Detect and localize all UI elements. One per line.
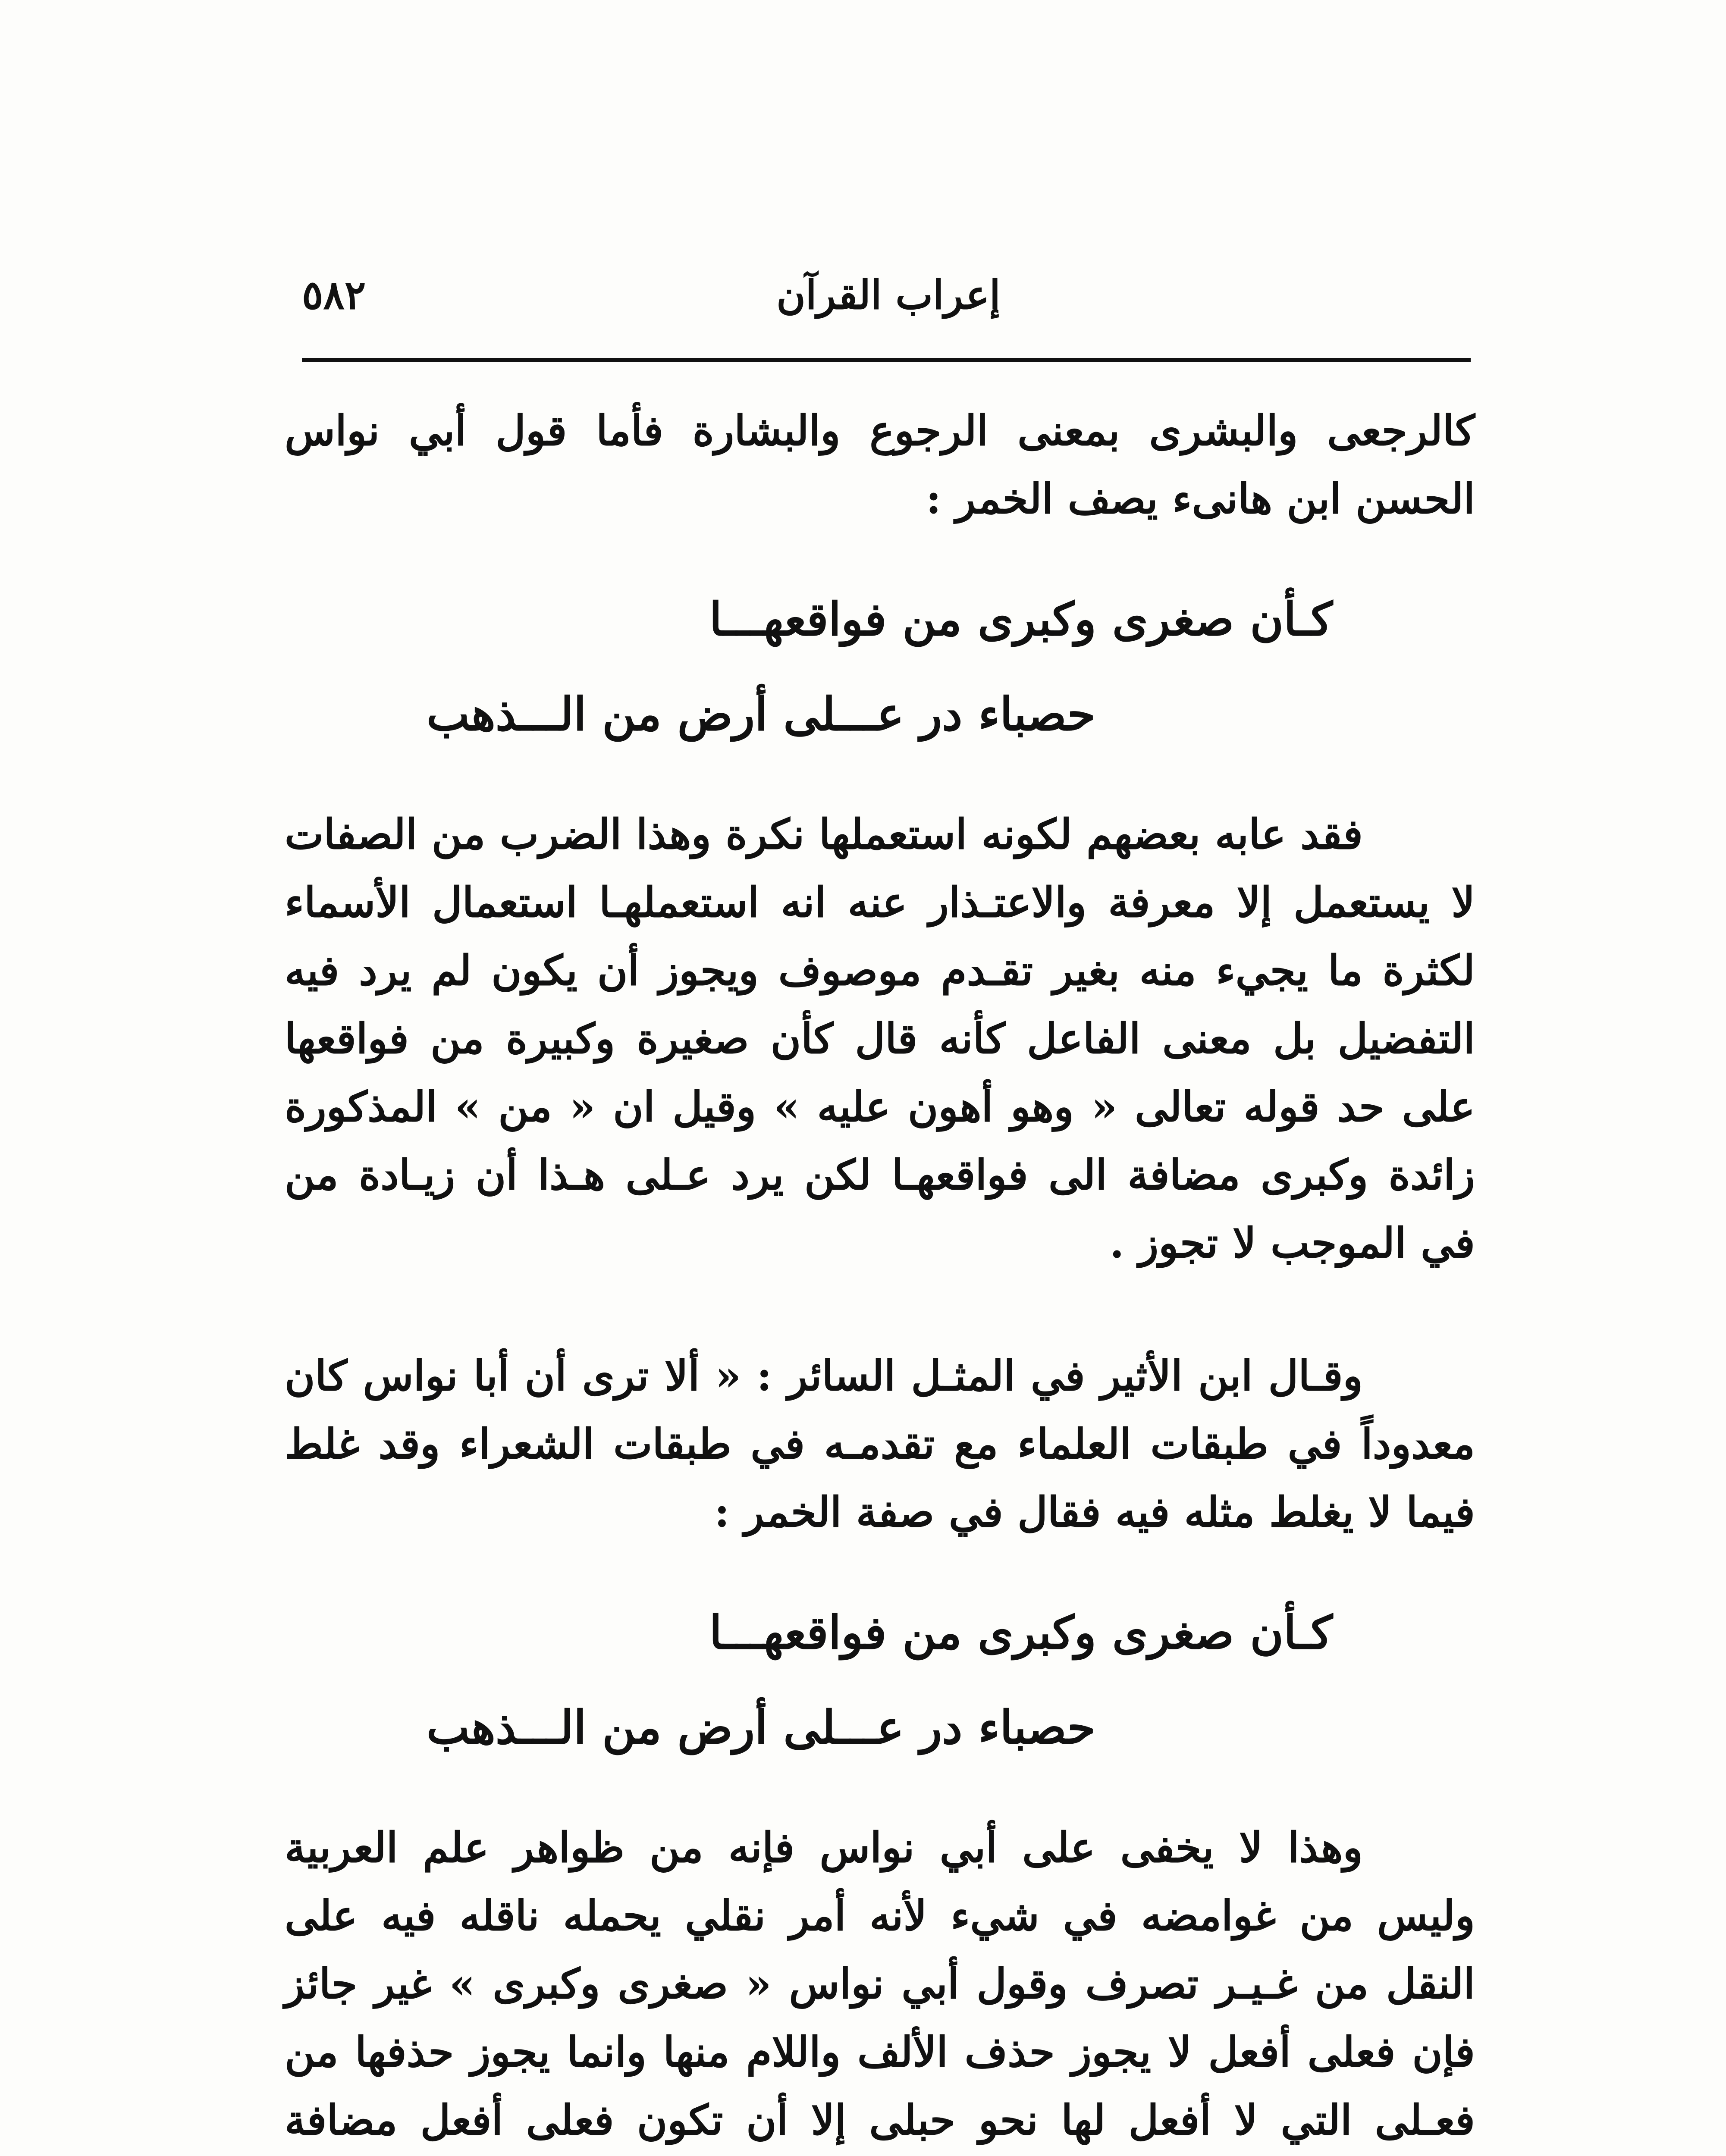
- paragraph-4: وهذا لا يخفى على أبي نواس فإنه من ظواهر علم العربية وليس من غوامضه في شيء لأنه أمر نقلي يحمله ناقله فيه على النقل من غـيـر تصرف وقول أبي نواس « صغرى وكبرى » غير جائز فإن فعلى أفعل لا يجوز حذف الألف واللام منها وانما يجوز حذفها من فعـلى التي لا أفعل لها نحو حبلى إلا أن تكون فعلى أفعل مضافة: [285, 1823, 1475, 2144]
- paragraph-2: فقد عابه بعضهم لكونه استعملها نكرة وهذا الضرب من الصفات لا يستعمل إلا معرفة والاعتـذار عنه انه استعملهـا استعمال الأسماء لكثرة ما يجيء منه بغير تقـدم موصوف ويجوز أن يكون لم يرد فيه التفضيل بل معنى الفاعل كأنه قال كأن صغيرة وكبيرة من فواقعها على حد قوله تعالى « وهو أهون عليه » وقيل ان « من » المذكورة زائدة وكبرى مضافة الى فواقعهـا لكن يرد عـلى هـذا أن زيـادة من في الموجب لا تجوز .: [285, 810, 1475, 1267]
- verse-2-first-hemistich: كـأن صغرى وكبرى من فواقعهـــا: [709, 1605, 1333, 1659]
- page-number: ٥٨٢: [302, 272, 366, 318]
- paragraph-1: كالرجعى والبشرى بمعنى الرجوع والبشارة فأما قول أبي نواس الحسن ابن هانىء يصف الخمر :: [285, 406, 1475, 523]
- header-rule: [302, 358, 1471, 362]
- verse-1-first-hemistich: كـأن صغرى وكبرى من فواقعهـــا: [709, 592, 1333, 646]
- verse-1-second-hemistich: حصباء در عـــلى أرض من الـــذهب: [426, 687, 1095, 741]
- page-header: [302, 263, 1475, 341]
- running-title: إعراب القرآن: [776, 272, 1001, 318]
- paragraph-3: وقـال ابن الأثير في المثـل السائر : « ألا ترى أن أبا نواس كان معدوداً في طبقات العلماء مع تقدمـه في طبقات الشعراء وقد غلط فيما لا يغلط مثله فيه فقال في صفة الخمر :: [285, 1351, 1475, 1536]
- page-body: [285, 397, 1475, 2156]
- verse-2-second-hemistich: حصباء در عـــلى أرض من الـــذهب: [426, 1700, 1095, 1754]
